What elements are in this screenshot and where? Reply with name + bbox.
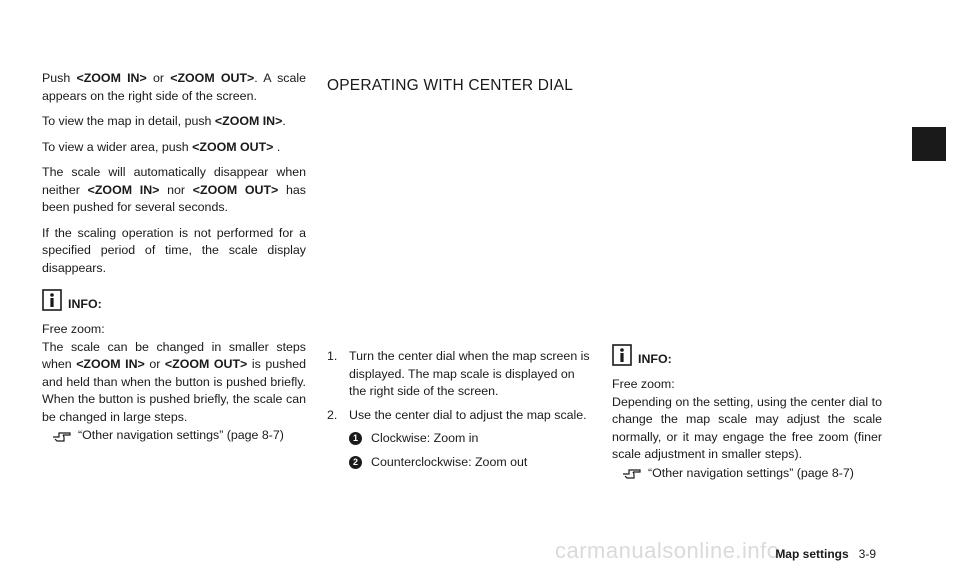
- text: Push: [42, 71, 77, 85]
- paragraph-free-zoom: Depending on the setting, using the center dial to change the map scale may adjust the scale normally, or it may engage the free zoom (finer scale adjustment in smaller steps).: [612, 394, 882, 461]
- info-heading: [42, 289, 306, 311]
- text: The scale will automatically disappear when neither: [42, 165, 306, 197]
- step-number: 1.: [327, 349, 338, 363]
- text: To view the map in detail, push: [42, 114, 215, 128]
- sub-item-counterclockwise: [349, 454, 595, 472]
- info-heading: [612, 344, 882, 366]
- sub-item-text: Counterclockwise: Zoom out: [371, 454, 528, 469]
- list-item: [327, 348, 595, 401]
- text: .: [282, 114, 286, 128]
- paragraph-view-wider: [42, 139, 306, 157]
- steps-block: [327, 348, 595, 477]
- zoom-out-key: <ZOOM OUT>: [164, 357, 248, 371]
- text: has been pushed for several seconds.: [42, 182, 307, 214]
- steps-list: [327, 348, 595, 424]
- step-text: Use the center dial to adjust the map scale.: [349, 407, 587, 422]
- zoom-in-key: <ZOOM IN>: [76, 357, 145, 371]
- paragraph-scale-disappear: [42, 164, 306, 217]
- text: is pushed and held than when the button is pushed briefly. When the button is pushed briefly, the scale can be changed in large steps.: [42, 357, 306, 424]
- reference-link: [42, 427, 306, 445]
- paragraph-zoom-intro: [42, 70, 306, 105]
- text: nor: [159, 182, 193, 197]
- text: . A scale appears on the right side of the screen.: [42, 71, 306, 103]
- sub-item-text: Clockwise: Zoom in: [371, 431, 479, 445]
- section-tab-marker: [912, 127, 946, 161]
- free-zoom-label: Free zoom:: [612, 377, 675, 391]
- text: .: [273, 139, 281, 154]
- paragraph-view-detail: [42, 113, 306, 131]
- info-label: INFO:: [68, 297, 102, 311]
- reference-link: [612, 465, 882, 483]
- paragraph-scale-timeout: If the scaling operation is not performed for a specified period of time, the scale display disappears.: [42, 225, 306, 275]
- text: or: [144, 357, 165, 371]
- text: or: [146, 71, 171, 85]
- info-icon: [612, 344, 632, 366]
- step-text: Turn the center dial when the map screen is displayed. The map scale is displayed on the right side of the screen.: [349, 349, 590, 398]
- free-zoom-label: Free zoom:: [42, 322, 105, 336]
- right-column: [612, 344, 882, 482]
- zoom-in-key: <ZOOM IN>: [87, 182, 160, 197]
- zoom-in-key: <ZOOM IN>: [76, 71, 147, 85]
- zoom-in-key: <ZOOM IN>: [214, 114, 283, 128]
- footer-title: Map settings: [775, 547, 849, 561]
- paragraph-free-zoom: [42, 339, 306, 427]
- reference-text: “Other navigation settings” (page 8-7): [648, 465, 854, 480]
- zoom-out-key: <ZOOM OUT>: [170, 71, 255, 85]
- page-number: 3-9: [858, 547, 876, 561]
- sub-item-clockwise: [349, 430, 595, 448]
- step-number: 2.: [327, 407, 338, 422]
- pointing-hand-icon: [52, 430, 72, 442]
- info-label: INFO:: [638, 352, 672, 366]
- pointing-hand-icon: [622, 467, 642, 479]
- section-title: OPERATING WITH CENTER DIAL: [327, 77, 574, 94]
- circled-number-icon: 2: [349, 456, 362, 469]
- zoom-out-key: <ZOOM OUT>: [192, 182, 279, 197]
- text: To view a wider area, push: [42, 139, 193, 154]
- reference-text: “Other navigation settings” (page 8-7): [78, 428, 284, 442]
- zoom-out-key: <ZOOM OUT>: [192, 139, 274, 154]
- circled-number-icon: 1: [349, 432, 362, 445]
- text: The scale can be changed in smaller steps when: [42, 339, 306, 371]
- middle-column: [327, 76, 595, 96]
- left-column: [42, 70, 306, 445]
- list-item: [327, 407, 595, 425]
- page-footer: [775, 546, 876, 564]
- watermark: carmanualsonline.info: [555, 538, 780, 563]
- info-icon: [42, 289, 62, 311]
